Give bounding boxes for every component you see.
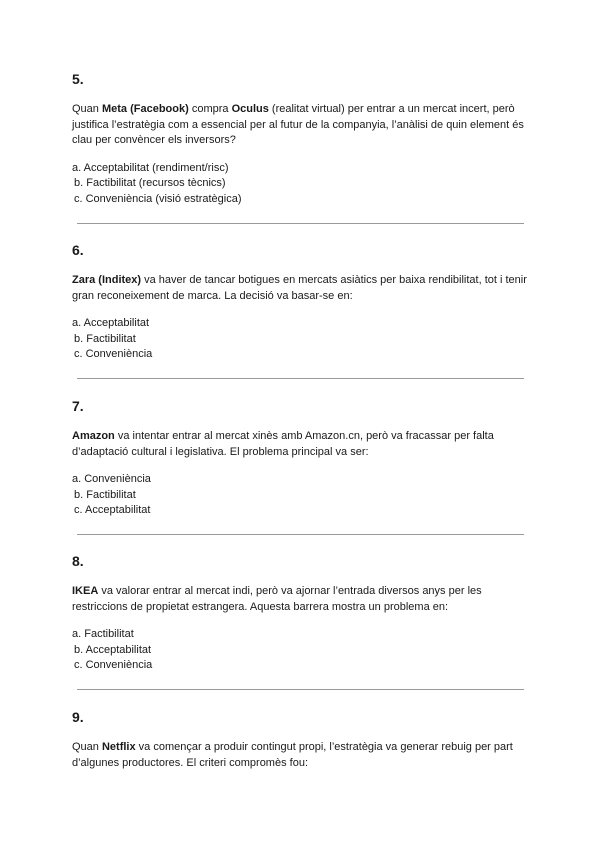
stem-segment-bold: Oculus — [231, 103, 269, 115]
stem-segment: (realitat virtual) per entrar a un mercat incert, però justifica l’estratègia com a essencial per al futur de la companyia, l’anàlisi de quin element és clau per convèncer els inversors? — [72, 103, 524, 146]
stem-segment-bold: Netflix — [101, 741, 136, 753]
question-text — [72, 429, 528, 460]
stem-segment: va intentar entrar al mercat xinès amb Amazon.cn, però va fracassar per falta d’adaptació cultural i legislativa. El problema principal va ser: — [72, 430, 494, 458]
answer-option: c. Conveniència — [74, 659, 153, 671]
question-text — [72, 273, 528, 304]
question-number: 7. — [72, 398, 84, 414]
question-number: 5. — [72, 71, 84, 87]
answer-option: b. Factibilitat — [74, 488, 136, 501]
answer-option: c. Acceptabilitat — [74, 504, 151, 516]
divider — [77, 223, 524, 224]
answer-option: a. Acceptabilitat — [72, 317, 150, 329]
stem-segment: compra — [188, 103, 232, 115]
divider — [77, 689, 524, 690]
stem-segment: Quan — [72, 741, 102, 753]
divider — [77, 534, 524, 535]
stem-segment: Quan — [72, 103, 102, 115]
question-text — [72, 584, 528, 615]
question-9 — [72, 709, 528, 783]
question-6 — [72, 242, 528, 363]
stem-segment: va haver de tancar botigues en mercats asiàtics per baixa rendibilitat, tot i tenir gran reconeixement de marca. La decisió va basar-se en: — [72, 274, 527, 302]
question-8 — [72, 553, 528, 674]
answer-option: b. Acceptabilitat — [74, 643, 152, 656]
divider — [77, 378, 524, 379]
question-text — [72, 740, 528, 771]
answer-options — [72, 316, 528, 363]
question-number: 6. — [72, 242, 84, 258]
answer-option: c. Conveniència — [74, 348, 153, 360]
answer-options — [72, 627, 528, 674]
question-number: 8. — [72, 553, 84, 569]
answer-option: b. Factibilitat — [74, 332, 136, 345]
stem-segment-bold: Zara (Inditex) — [72, 274, 142, 286]
stem-segment: va valorar entrar al mercat indi, però va ajornar l’entrada diversos anys per les restriccions de propietat estrangera. Aquesta barrera mostra un problema en: — [72, 585, 482, 613]
question-number: 9. — [72, 709, 84, 725]
answer-option: a. Factibilitat — [72, 628, 134, 640]
question-7 — [72, 398, 528, 519]
answer-option: a. Acceptabilitat (rendiment/risc) — [72, 161, 229, 174]
question-5 — [72, 71, 528, 207]
question-text — [72, 102, 528, 149]
answer-option: c. Conveniència (visió estratègica) — [74, 192, 242, 205]
answer-option: b. Factibilitat (recursos tècnics) — [74, 177, 226, 189]
stem-segment-bold: Amazon — [72, 430, 115, 442]
stem-segment-bold: IKEA — [72, 585, 99, 597]
answer-options — [72, 161, 528, 208]
stem-segment: va començar a produir contingut propi, l’estratègia va generar rebuig per part d’algunes productores. El criteri compromès fou: — [72, 741, 513, 769]
answer-options — [72, 472, 528, 519]
stem-segment-bold: Meta (Facebook) — [101, 103, 189, 115]
answer-option: a. Conveniència — [72, 473, 151, 485]
